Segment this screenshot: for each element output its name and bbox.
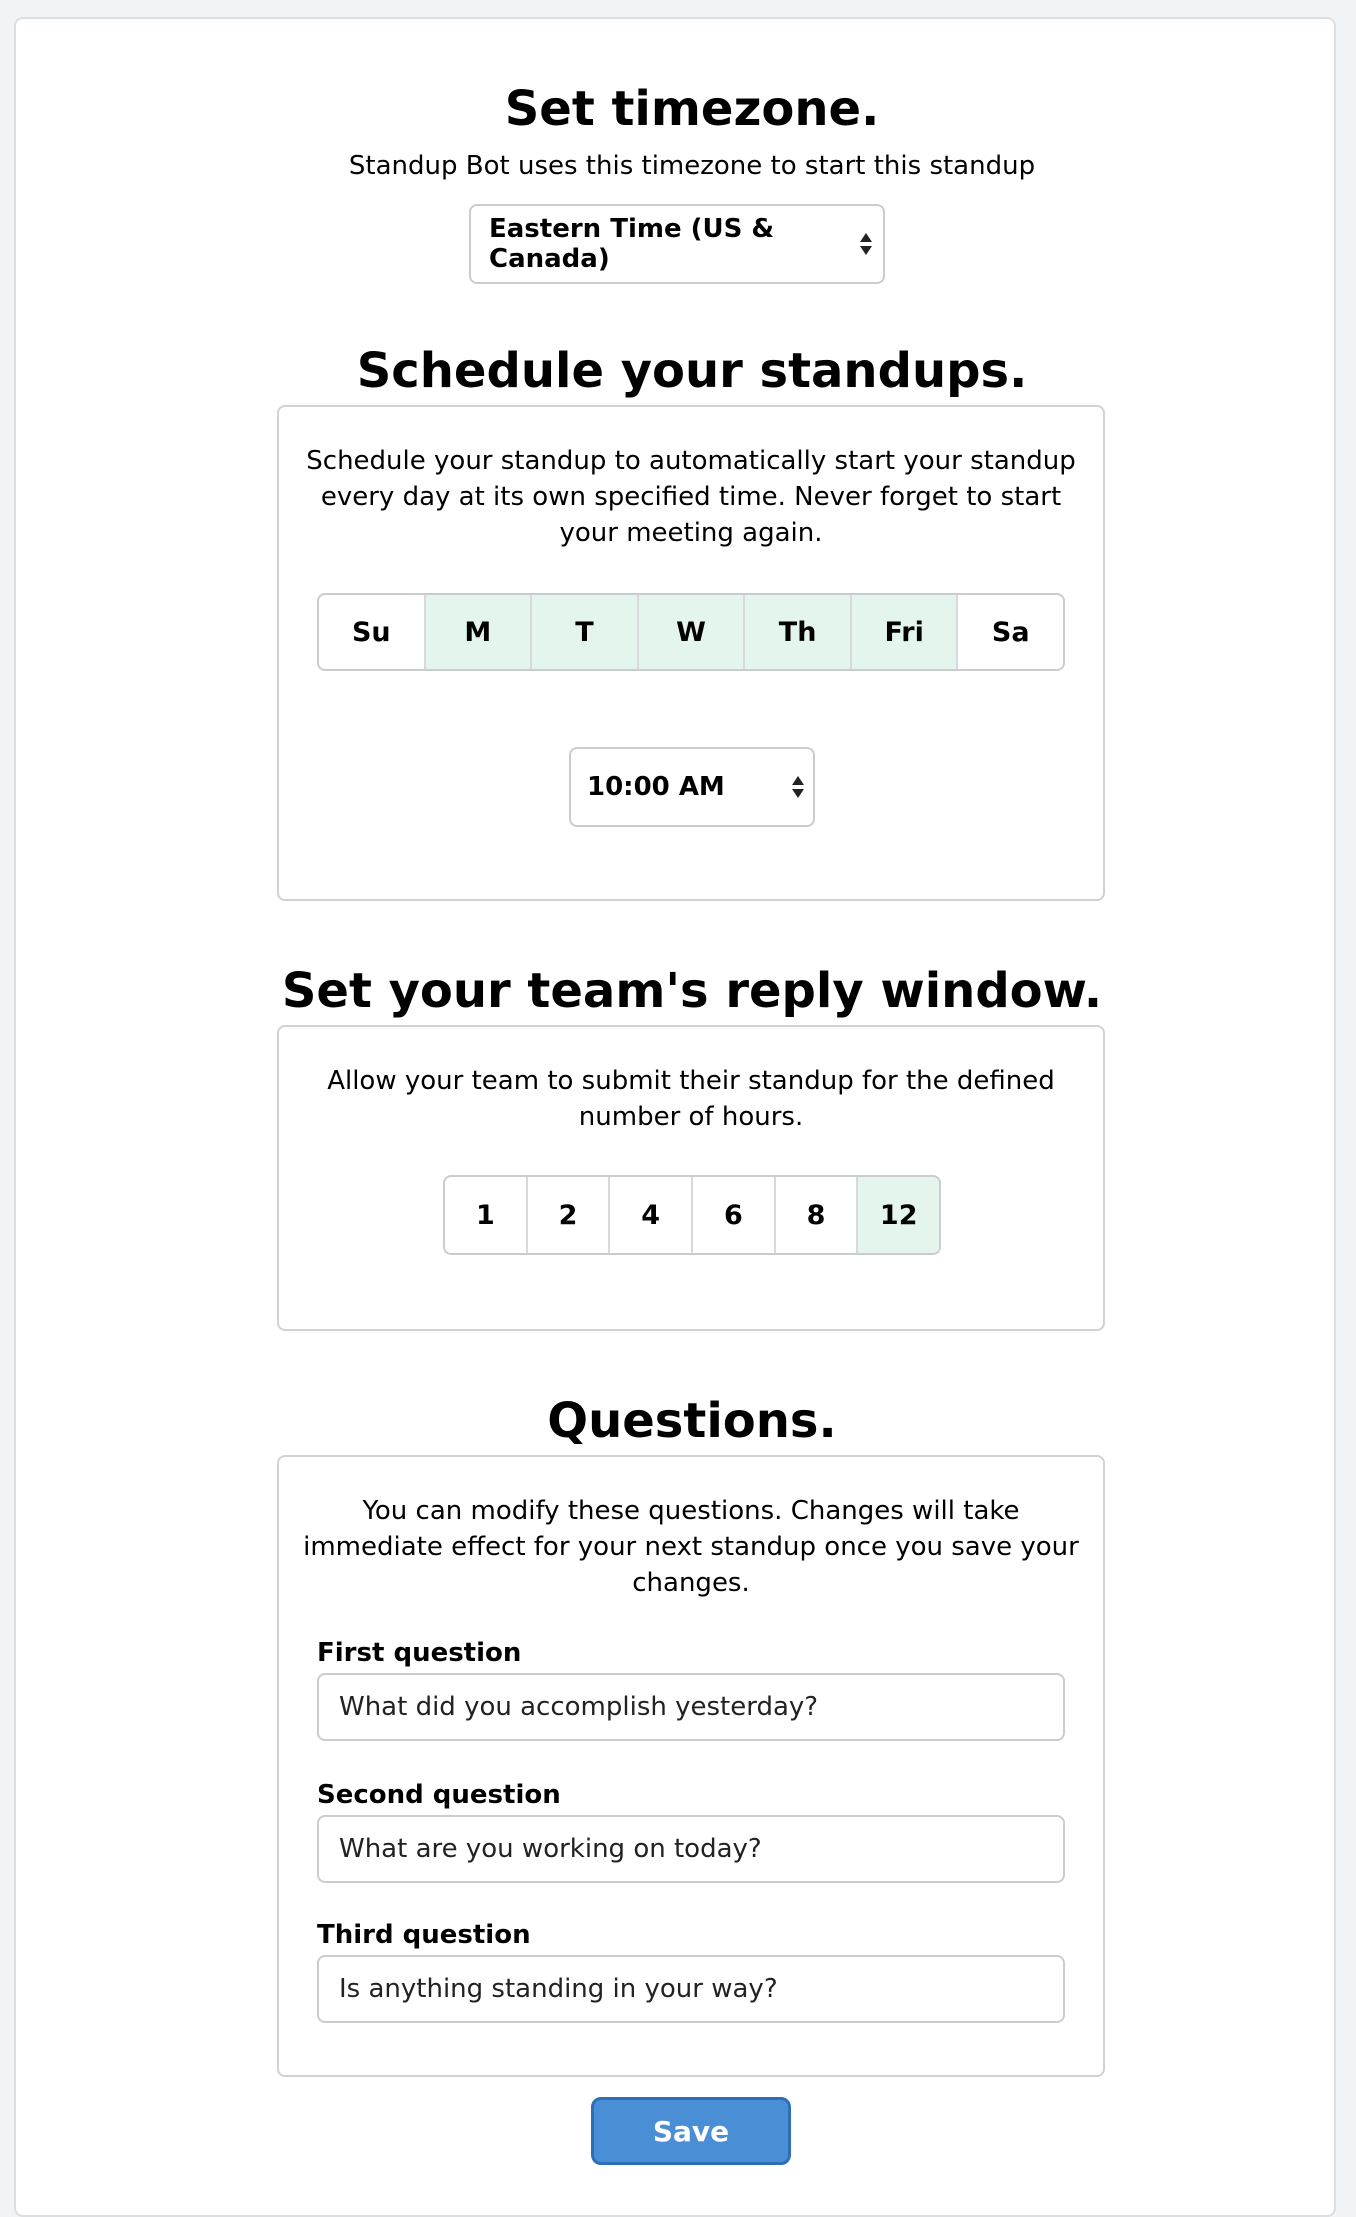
first-question-label: First question [317,1638,522,1668]
schedule-description-line: Schedule your standup to automatically start your standup [306,446,1076,476]
select-arrows-icon [859,231,873,257]
time-select-value: 10:00 AM [587,772,725,802]
schedule-description-line: every day at its own specified time. Never forget to start [320,482,1062,512]
third-question-input[interactable] [317,1955,1065,2023]
hours-option-6[interactable] [693,1177,776,1253]
second-question-label: Second question [317,1780,561,1810]
day-toggle-th[interactable] [745,595,852,669]
hours-label: 8 [806,1199,826,1231]
reply-window-description [279,1063,1103,1135]
questions-description-line: You can modify these questions. Changes will take [362,1496,1020,1526]
hours-option-4[interactable] [610,1177,693,1253]
time-select[interactable] [569,747,815,827]
hours-label: 6 [723,1199,743,1231]
reply-window-description-line: number of hours. [578,1102,804,1132]
questions-title: Questions. [547,1393,837,1449]
day-label: M [464,616,492,648]
day-toggle-w[interactable] [639,595,746,669]
schedule-description [279,443,1103,551]
day-label: Fri [884,616,924,648]
day-toggle-fri[interactable] [852,595,959,669]
day-label: T [575,616,594,648]
schedule-title: Schedule your standups. [356,343,1028,399]
hours-option-12[interactable] [858,1177,939,1253]
hours-label: 2 [558,1199,578,1231]
timezone-select-value: Eastern Time (US & Canada) [489,214,775,274]
save-button[interactable]: Save [591,2097,791,2165]
second-question-input[interactable] [317,1815,1065,1883]
questions-description [279,1493,1103,1601]
select-arrows-icon [791,774,805,800]
timezone-subtitle: Standup Bot uses this timezone to start this standup [348,151,1036,181]
timezone-select[interactable] [469,204,885,284]
reply-window-title: Set your team's reply window. [281,963,1103,1019]
day-toggle-su[interactable] [319,595,426,669]
timezone-title: Set timezone. [504,81,880,137]
hours-selector [443,1175,941,1255]
day-label: Sa [991,616,1030,648]
hours-label: 12 [879,1199,918,1231]
hours-option-2[interactable] [528,1177,611,1253]
schedule-panel [277,405,1105,901]
day-toggle-t[interactable] [532,595,639,669]
first-question-input[interactable] [317,1673,1065,1741]
settings-card [14,17,1336,2217]
schedule-description-line: your meeting again. [559,518,823,548]
day-label: Su [351,616,391,648]
reply-window-description-line: Allow your team to submit their standup for the defined [327,1066,1055,1096]
day-toggle-m[interactable] [426,595,533,669]
hours-label: 4 [641,1199,661,1231]
day-selector [317,593,1065,671]
questions-panel [277,1455,1105,2077]
questions-description-line: immediate effect for your next standup once you save your [303,1532,1079,1562]
reply-window-panel [277,1025,1105,1331]
hours-option-1[interactable] [445,1177,528,1253]
day-label: Th [778,616,817,648]
day-toggle-sa[interactable] [958,595,1063,669]
questions-description-line: changes. [632,1568,750,1598]
day-label: W [676,616,706,648]
hours-label: 1 [475,1199,495,1231]
third-question-label: Third question [317,1920,531,1950]
hours-option-8[interactable] [776,1177,859,1253]
